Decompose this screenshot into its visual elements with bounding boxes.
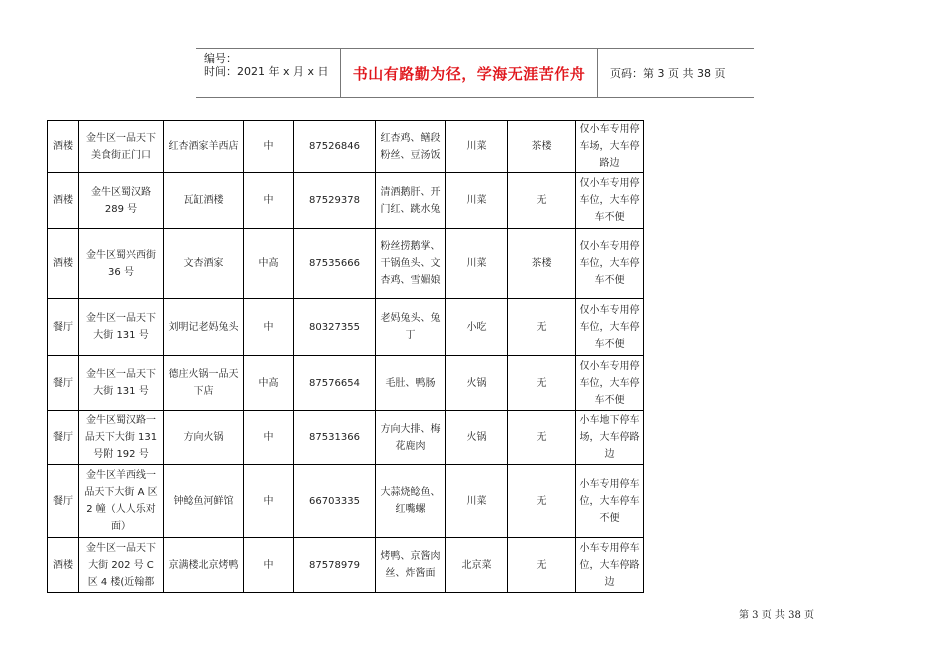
cell-address: 金牛区羊西线一品天下大街 A 区 2 幢（人人乐对面） [79, 465, 164, 538]
cell-teahouse: 无 [508, 465, 576, 538]
header-motto: 书山有路勤为径，学海无涯苦作舟 [341, 49, 598, 97]
table-body [48, 121, 644, 593]
cell-name: 德庄火锅一品天下店 [164, 356, 244, 411]
cell-teahouse: 茶楼 [508, 121, 576, 173]
cell-type: 酒楼 [48, 173, 79, 229]
cell-address: 金牛区一品天下美食街正门口 [79, 121, 164, 173]
cell-name: 方向火锅 [164, 411, 244, 465]
cell-cuisine: 北京菜 [446, 538, 508, 593]
cell-teahouse: 无 [508, 411, 576, 465]
time-label: 时间：2021 年 x 月 x 日 [204, 65, 329, 78]
cell-teahouse: 无 [508, 356, 576, 411]
cell-price-level: 中高 [244, 356, 294, 411]
cell-parking: 仅小车专用停车场，大车停路边 [576, 121, 644, 173]
cell-price-level: 中 [244, 121, 294, 173]
cell-price-level: 中 [244, 299, 294, 356]
cell-type: 餐厅 [48, 465, 79, 538]
cell-address: 金牛区一品天下大街 131 号 [79, 299, 164, 356]
cell-phone: 87535666 [294, 229, 376, 299]
cell-parking: 仅小车专用停车位，大车停车不便 [576, 229, 644, 299]
cell-price-level: 中高 [244, 229, 294, 299]
cell-price-level: 中 [244, 538, 294, 593]
cell-dishes: 毛肚、鸭肠 [376, 356, 446, 411]
cell-type: 酒楼 [48, 121, 79, 173]
cell-dishes: 烤鸭、京酱肉丝、炸酱面 [376, 538, 446, 593]
cell-cuisine: 火锅 [446, 356, 508, 411]
number-label: 编号： [204, 52, 237, 65]
cell-parking: 仅小车专用停车位，大车停车不便 [576, 356, 644, 411]
table-row [48, 229, 644, 299]
page-header [196, 48, 754, 98]
cell-cuisine: 川菜 [446, 121, 508, 173]
cell-parking: 小车专用停车位，大车停车不便 [576, 465, 644, 538]
restaurant-table [47, 120, 644, 593]
cell-cuisine: 川菜 [446, 173, 508, 229]
cell-address: 金牛区一品天下大街 131 号 [79, 356, 164, 411]
cell-dishes: 粉丝捞鹅掌、干锅鱼头、文杏鸡、雪媚娘 [376, 229, 446, 299]
cell-type: 酒楼 [48, 538, 79, 593]
cell-name: 钟鲶鱼河鲜馆 [164, 465, 244, 538]
cell-phone: 87529378 [294, 173, 376, 229]
cell-teahouse: 无 [508, 299, 576, 356]
cell-dishes: 红杏鸡、鳝段粉丝、豆汤饭 [376, 121, 446, 173]
page-footer: 第 3 页 共 38 页 [739, 610, 814, 621]
cell-dishes: 大蒜烧鲶鱼、红嘴螺 [376, 465, 446, 538]
cell-parking: 小车专用停车位，大车停路边 [576, 538, 644, 593]
table-row [48, 411, 644, 465]
cell-parking: 仅小车专用停车位，大车停车不便 [576, 173, 644, 229]
header-page-code: 页码：第 3 页 共 38 页 [610, 67, 726, 80]
table-row [48, 465, 644, 538]
table-row [48, 121, 644, 173]
cell-address: 金牛区蜀汉路一品天下大街 131 号附 192 号 [79, 411, 164, 465]
cell-dishes: 清酒鹅肝、开门红、跳水兔 [376, 173, 446, 229]
cell-dishes: 方向大排、梅花鹿肉 [376, 411, 446, 465]
cell-type: 酒楼 [48, 229, 79, 299]
cell-teahouse: 无 [508, 538, 576, 593]
cell-cuisine: 川菜 [446, 229, 508, 299]
cell-type: 餐厅 [48, 299, 79, 356]
cell-name: 刘明记老妈兔头 [164, 299, 244, 356]
cell-address: 金牛区蜀汉路289 号 [79, 173, 164, 229]
cell-cuisine: 小吃 [446, 299, 508, 356]
cell-name: 红杏酒家羊西店 [164, 121, 244, 173]
cell-price-level: 中 [244, 411, 294, 465]
table-row [48, 173, 644, 229]
table-row [48, 356, 644, 411]
header-info [196, 49, 341, 97]
cell-parking: 小车地下停车场，大车停路边 [576, 411, 644, 465]
cell-name: 文杏酒家 [164, 229, 244, 299]
cell-phone: 80327355 [294, 299, 376, 356]
table-row [48, 299, 644, 356]
cell-dishes: 老妈兔头、兔丁 [376, 299, 446, 356]
table-row [48, 538, 644, 593]
cell-phone: 66703335 [294, 465, 376, 538]
cell-phone: 87531366 [294, 411, 376, 465]
cell-phone: 87578979 [294, 538, 376, 593]
cell-address: 金牛区一品天下大街 202 号 C 区 4 楼(近翰都 [79, 538, 164, 593]
cell-cuisine: 川菜 [446, 465, 508, 538]
cell-teahouse: 无 [508, 173, 576, 229]
cell-name: 京满楼北京烤鸭 [164, 538, 244, 593]
cell-type: 餐厅 [48, 356, 79, 411]
cell-name: 瓦缸酒楼 [164, 173, 244, 229]
cell-price-level: 中 [244, 465, 294, 538]
cell-address: 金牛区蜀兴西街 36 号 [79, 229, 164, 299]
cell-cuisine: 火锅 [446, 411, 508, 465]
cell-price-level: 中 [244, 173, 294, 229]
cell-parking: 仅小车专用停车位，大车停车不便 [576, 299, 644, 356]
cell-teahouse: 茶楼 [508, 229, 576, 299]
cell-phone: 87526846 [294, 121, 376, 173]
cell-type: 餐厅 [48, 411, 79, 465]
cell-phone: 87576654 [294, 356, 376, 411]
